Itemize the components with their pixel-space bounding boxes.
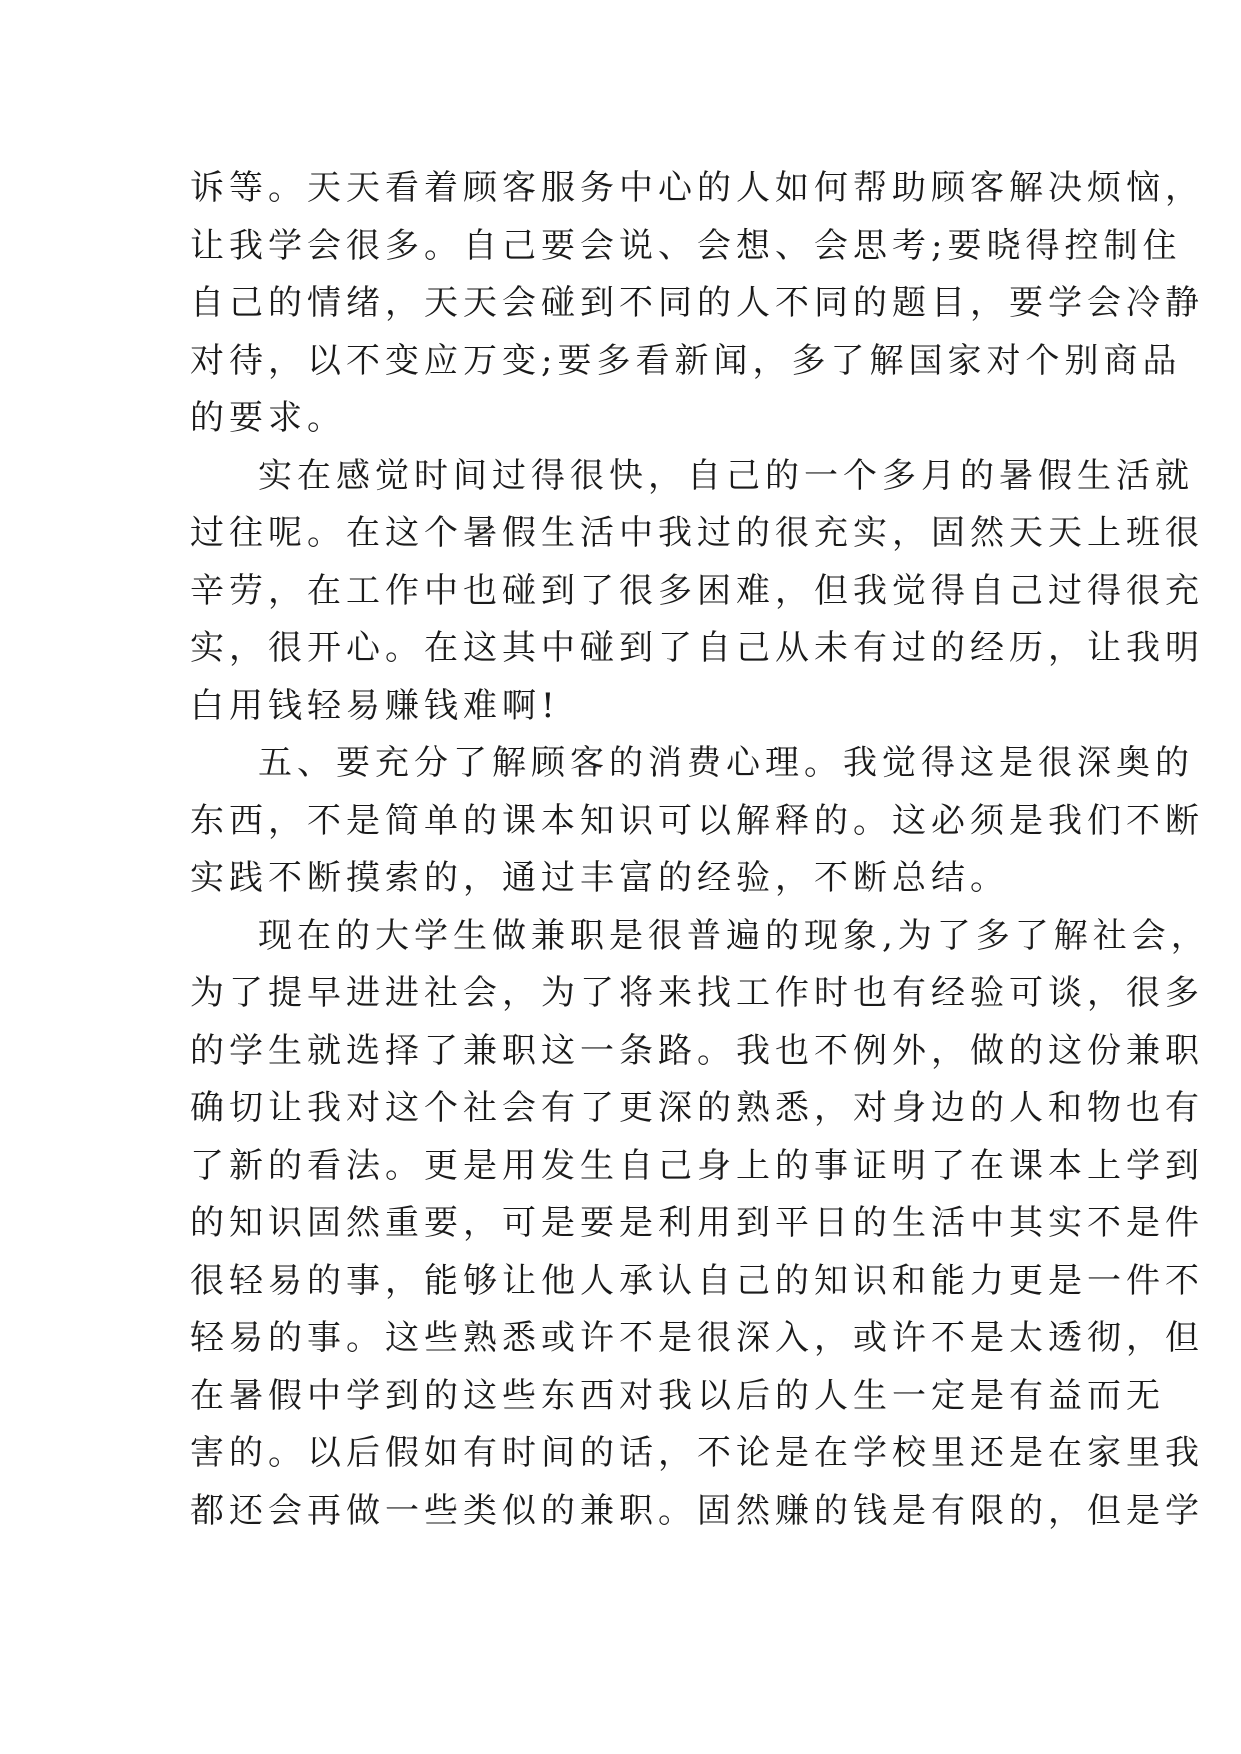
- text-line: 实，很开心。在这其中碰到了自己从未有过的经历，让我明: [190, 628, 1204, 668]
- text-line: 为了提早进进社会，为了将来找工作时也有经验可谈，很多: [190, 973, 1204, 1013]
- text-line: 实在感觉时间过得很快，自己的一个多月的暑假生活就: [258, 455, 1194, 496]
- paragraph-2: [190, 448, 1204, 736]
- text-line: 了新的看法。更是用发生自己身上的事证明了在课本上学到: [190, 1145, 1204, 1186]
- document-body: [190, 160, 1210, 1540]
- text-line: 白用钱轻易赚钱难啊!: [190, 685, 560, 726]
- text-line: 现在的大学生做兼职是很普遍的现象,为了多了解社会，: [258, 915, 1210, 956]
- text-line: 五、要充分了解顾客的消费心理。我觉得这是很深奥的: [258, 743, 1194, 783]
- text-line: 都还会再做一些类似的兼职。固然赚的钱是有限的，但是学: [190, 1490, 1204, 1531]
- text-line: 自己的情绪，天天会碰到不同的人不同的题目，要学会冷静: [190, 283, 1204, 323]
- text-line: 实践不断摸索的，通过丰富的经验，不断总结。: [190, 858, 1009, 898]
- paragraph-3: [190, 735, 1204, 908]
- text-line: 的要求。: [190, 398, 346, 438]
- text-line: 过往呢。在这个暑假生活中我过的很充实，固然天天上班很: [190, 513, 1204, 553]
- text-line: 很轻易的事，能够让他人承认自己的知识和能力更是一件不: [190, 1260, 1204, 1301]
- text-line: 东西，不是简单的课本知识可以解释的。这必须是我们不断: [190, 800, 1204, 841]
- paragraph-4: [190, 908, 1210, 1541]
- text-line: 的学生就选择了兼职这一条路。我也不例外，做的这份兼职: [190, 1030, 1204, 1071]
- text-line: 辛劳，在工作中也碰到了很多困难，但我觉得自己过得很充: [190, 570, 1204, 611]
- text-line: 害的。以后假如有时间的话，不论是在学校里还是在家里我: [190, 1433, 1204, 1473]
- text-line: 轻易的事。这些熟悉或许不是很深入，或许不是太透彻，但: [190, 1318, 1204, 1358]
- text-line: 在暑假中学到的这些东西对我以后的人生一定是有益而无: [190, 1375, 1165, 1416]
- text-line: 让我学会很多。自己要会说、会想、会思考;要晓得控制住: [190, 225, 1182, 266]
- text-line: 对待，以不变应万变;要多看新闻，多了解国家对个别商品: [190, 340, 1182, 381]
- text-line: 诉等。天天看着顾客服务中心的人如何帮助顾客解决烦恼，: [190, 168, 1204, 208]
- text-line: 的知识固然重要，可是要是利用到平日的生活中其实不是件: [190, 1203, 1204, 1243]
- text-line: 确切让我对这个社会有了更深的熟悉，对身边的人和物也有: [190, 1088, 1204, 1128]
- paragraph-1: [190, 160, 1204, 448]
